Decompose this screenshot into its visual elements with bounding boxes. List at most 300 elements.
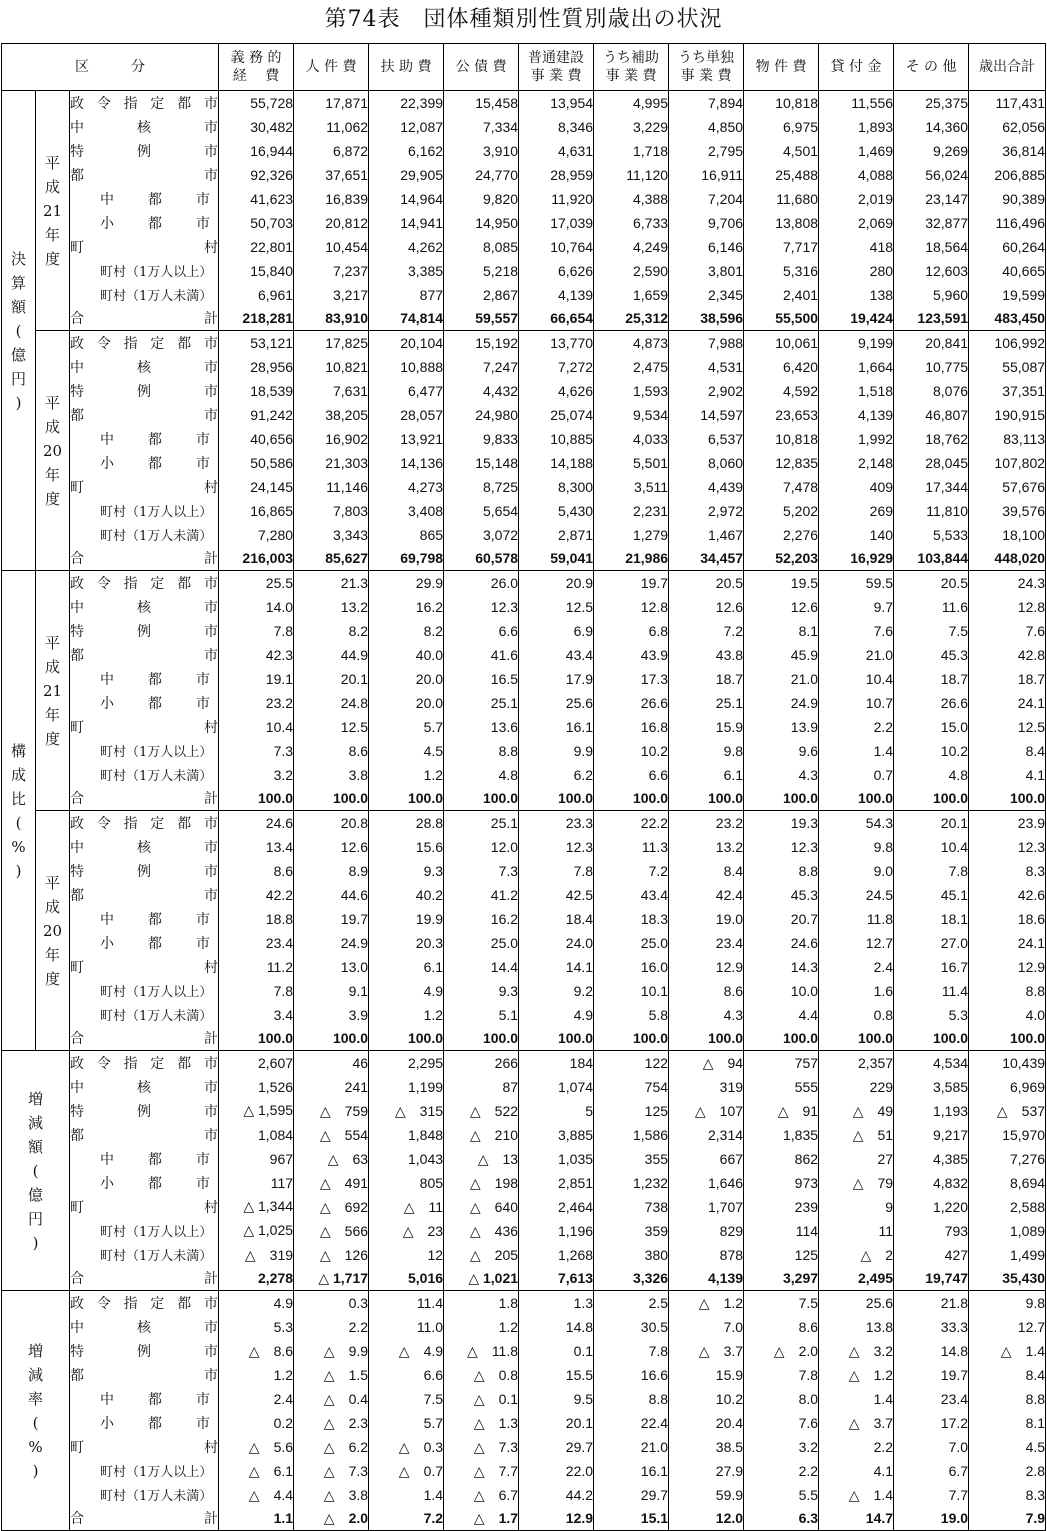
cell-value: 1,646 (669, 1171, 744, 1195)
table-row (2, 595, 1046, 619)
table-row (2, 1123, 1046, 1147)
cell-value: △ 566 (294, 1219, 369, 1243)
row-label: 合計 (70, 1027, 219, 1051)
cell-value: 100.0 (744, 787, 819, 811)
table-row (2, 979, 1046, 1003)
cell-value: 18,539 (219, 379, 294, 403)
cell-value: 100.0 (369, 1027, 444, 1051)
cell-value: 15,458 (444, 91, 519, 115)
cell-value: 667 (669, 1147, 744, 1171)
cell-value: 3,217 (294, 283, 369, 307)
cell-value: 4,249 (594, 235, 669, 259)
total-row (2, 547, 1046, 571)
cell-value: 7,631 (294, 379, 369, 403)
table-row (2, 475, 1046, 499)
cell-value: 2,851 (519, 1171, 594, 1195)
cell-value: 12,087 (369, 115, 444, 139)
cell-value: 9,269 (894, 139, 969, 163)
cell-value: 7,988 (669, 331, 744, 355)
cell-value: 19,424 (819, 307, 894, 331)
cell-value: 14.0 (219, 595, 294, 619)
cell-value: 123,591 (894, 307, 969, 331)
cell-value: 2,278 (219, 1267, 294, 1291)
cell-value: 2.4 (219, 1387, 294, 1411)
row-label: 町村 (70, 1435, 219, 1459)
cell-value: 14.8 (519, 1315, 594, 1339)
cell-value: △ 1.5 (294, 1363, 369, 1387)
cell-value: 3.2 (219, 763, 294, 787)
cell-value: 7.8 (594, 1339, 669, 1363)
cell-value: 12.6 (744, 595, 819, 619)
cell-value: 8.8 (744, 859, 819, 883)
cell-value: △ 3.2 (819, 1339, 894, 1363)
cell-value: 10,061 (744, 331, 819, 355)
cell-value: 7,247 (444, 355, 519, 379)
row-label: 小都市 (70, 451, 219, 475)
cell-value: 25.6 (519, 691, 594, 715)
cell-value: 100.0 (519, 787, 594, 811)
cell-value: △ 491 (294, 1171, 369, 1195)
cell-value: 1,518 (819, 379, 894, 403)
cell-value: 100.0 (594, 787, 669, 811)
cell-value: 11.3 (594, 835, 669, 859)
row-label: 中核市 (70, 115, 219, 139)
cell-value: 100.0 (819, 1027, 894, 1051)
cell-value: 100.0 (969, 1027, 1046, 1051)
cell-value: 4.9 (519, 1003, 594, 1027)
table-row (2, 1099, 1046, 1123)
cell-value: 14,136 (369, 451, 444, 475)
cell-value: 39,576 (969, 499, 1046, 523)
cell-value: 19.0 (669, 907, 744, 931)
cell-value: 483,450 (969, 307, 1046, 331)
cell-value: 1,707 (669, 1195, 744, 1219)
row-label: 町村（1万人以上） (70, 1219, 219, 1243)
cell-value: 4,388 (594, 187, 669, 211)
cell-value: 29,905 (369, 163, 444, 187)
cell-value: 20.8 (294, 811, 369, 835)
cell-value: 6.6 (369, 1363, 444, 1387)
cell-value: 100.0 (369, 787, 444, 811)
cell-value: 27 (819, 1147, 894, 1171)
cell-value: 19.1 (219, 667, 294, 691)
cell-value: 9.5 (519, 1387, 594, 1411)
cell-value: 20.1 (894, 811, 969, 835)
cell-value: 13,921 (369, 427, 444, 451)
header-col: 扶 助 費 (369, 44, 444, 91)
row-label: 特例市 (70, 379, 219, 403)
cell-value: 24.6 (219, 811, 294, 835)
cell-value: 22.0 (519, 1459, 594, 1483)
cell-value: 17,825 (294, 331, 369, 355)
cell-value: △ 6.2 (294, 1435, 369, 1459)
cell-value: 59,557 (444, 307, 519, 331)
row-label: 政令指定都市 (70, 1291, 219, 1315)
cell-value: 100.0 (219, 1027, 294, 1051)
cell-value: 5 (519, 1099, 594, 1123)
cell-value: 85,627 (294, 547, 369, 571)
cell-value: 3,072 (444, 523, 519, 547)
cell-value: 206,885 (969, 163, 1046, 187)
cell-value: 28.8 (369, 811, 444, 835)
year-label: 平 成 21 年 度 (36, 571, 70, 811)
total-row (2, 1507, 1046, 1531)
cell-value: 0.7 (819, 763, 894, 787)
cell-value: 10,454 (294, 235, 369, 259)
row-label: 中都市 (70, 1387, 219, 1411)
cell-value: 15,970 (969, 1123, 1046, 1147)
total-row (2, 1027, 1046, 1051)
cell-value: 2,795 (669, 139, 744, 163)
cell-value: 9 (819, 1195, 894, 1219)
cell-value: 10.0 (744, 979, 819, 1003)
cell-value: 117 (219, 1171, 294, 1195)
cell-value: 14.3 (744, 955, 819, 979)
cell-value: 100.0 (444, 787, 519, 811)
cell-value: 3,326 (594, 1267, 669, 1291)
cell-value: 100.0 (444, 1027, 519, 1051)
cell-value: 11,146 (294, 475, 369, 499)
cell-value: 1.2 (369, 1003, 444, 1027)
cell-value: 91,242 (219, 403, 294, 427)
header-col: そ の 他 (894, 44, 969, 91)
cell-value: 17.9 (519, 667, 594, 691)
cell-value: 12.8 (594, 595, 669, 619)
table-body (2, 91, 1046, 1531)
table-row (2, 451, 1046, 475)
cell-value: 4.1 (819, 1459, 894, 1483)
cell-value: 45.3 (744, 883, 819, 907)
cell-value: 16.5 (444, 667, 519, 691)
cell-value: 2,276 (744, 523, 819, 547)
cell-value: 17,344 (894, 475, 969, 499)
cell-value: 59,041 (519, 547, 594, 571)
cell-value: △ 6.1 (219, 1459, 294, 1483)
cell-value: 7.2 (369, 1507, 444, 1531)
cell-value: 1,659 (594, 283, 669, 307)
cell-value: 10,818 (744, 427, 819, 451)
cell-value: 9,217 (894, 1123, 969, 1147)
cell-value: 8,725 (444, 475, 519, 499)
cell-value: 42.2 (219, 883, 294, 907)
cell-value: 23.2 (669, 811, 744, 835)
cell-value: 117,431 (969, 91, 1046, 115)
cell-value: 1,232 (594, 1171, 669, 1195)
cell-value: 57,676 (969, 475, 1046, 499)
cell-value: 6.1 (369, 955, 444, 979)
cell-value: 269 (819, 499, 894, 523)
cell-value: 24,145 (219, 475, 294, 499)
cell-value: 100.0 (744, 1027, 819, 1051)
cell-value: 60,578 (444, 547, 519, 571)
cell-value: 24.9 (744, 691, 819, 715)
cell-value: 2,069 (819, 211, 894, 235)
cell-value: 6.7 (894, 1459, 969, 1483)
cell-value: 59.9 (669, 1483, 744, 1507)
table-row (2, 427, 1046, 451)
cell-value: 37,351 (969, 379, 1046, 403)
cell-value: 2,588 (969, 1195, 1046, 1219)
cell-value: 14,964 (369, 187, 444, 211)
cell-value: 12.3 (969, 835, 1046, 859)
table-row (2, 955, 1046, 979)
table-row (2, 1387, 1046, 1411)
cell-value: 2,867 (444, 283, 519, 307)
header-row (2, 44, 1046, 91)
cell-value: 10,818 (744, 91, 819, 115)
cell-value: 6.8 (594, 619, 669, 643)
cell-value: 6,969 (969, 1075, 1046, 1099)
cell-value: 5,016 (369, 1267, 444, 1291)
row-label: 中都市 (70, 907, 219, 931)
cell-value: 15,148 (444, 451, 519, 475)
row-label: 合計 (70, 1267, 219, 1291)
cell-value: 14.1 (519, 955, 594, 979)
cell-value: 7.6 (969, 619, 1046, 643)
cell-value: 6,872 (294, 139, 369, 163)
cell-value: 4,432 (444, 379, 519, 403)
cell-value: 1,835 (744, 1123, 819, 1147)
cell-value: 7.3 (444, 859, 519, 883)
row-label: 町村（1万人未満） (70, 283, 219, 307)
header-col: 貸 付 金 (819, 44, 894, 91)
table-row (2, 187, 1046, 211)
page-title: 第74表 団体種類別性質別歳出の状況 (324, 7, 723, 32)
cell-value: △ 640 (444, 1195, 519, 1219)
cell-value: 0.8 (819, 1003, 894, 1027)
table-row (2, 619, 1046, 643)
table-row (2, 355, 1046, 379)
cell-value: 7.8 (219, 979, 294, 1003)
cell-value: 20,104 (369, 331, 444, 355)
cell-value: 22,801 (219, 235, 294, 259)
cell-value: 3.2 (744, 1435, 819, 1459)
cell-value: 24.1 (969, 691, 1046, 715)
cell-value: 4,501 (744, 139, 819, 163)
cell-value: 8.8 (594, 1387, 669, 1411)
cell-value: 3.4 (219, 1003, 294, 1027)
cell-value: 8,060 (669, 451, 744, 475)
row-label: 町村（1万人未満） (70, 763, 219, 787)
cell-value: 4,534 (894, 1051, 969, 1075)
cell-value: 7.8 (219, 619, 294, 643)
cell-value: 1,220 (894, 1195, 969, 1219)
cell-value: 10.4 (894, 835, 969, 859)
cell-value: 8.6 (669, 979, 744, 1003)
cell-value: 20.1 (294, 667, 369, 691)
cell-value: 103,844 (894, 547, 969, 571)
cell-value: 28,959 (519, 163, 594, 187)
cell-value: 2,590 (594, 259, 669, 283)
cell-value: 14,950 (444, 211, 519, 235)
cell-value: 41.2 (444, 883, 519, 907)
cell-value: 35,430 (969, 1267, 1046, 1291)
cell-value: △ 1,025 (219, 1219, 294, 1243)
row-label: 町村（1万人未満） (70, 1243, 219, 1267)
total-row (2, 787, 1046, 811)
year-label: 平 成 21 年 度 (36, 91, 70, 331)
cell-value: 5.7 (369, 715, 444, 739)
cell-value: 8.4 (669, 859, 744, 883)
cell-value: 25,312 (594, 307, 669, 331)
cell-value: 20.5 (669, 571, 744, 595)
cell-value: 3,385 (369, 259, 444, 283)
cell-value: 4,995 (594, 91, 669, 115)
cell-value: 22.2 (594, 811, 669, 835)
cell-value: 9,833 (444, 427, 519, 451)
cell-value: △ 2.3 (294, 1411, 369, 1435)
cell-value: 1,074 (519, 1075, 594, 1099)
cell-value: 24.9 (294, 931, 369, 955)
cell-value: 4,139 (519, 283, 594, 307)
table-row (2, 1243, 1046, 1267)
cell-value: 1,469 (819, 139, 894, 163)
cell-value: △ 94 (669, 1051, 744, 1075)
cell-value: 16,865 (219, 499, 294, 523)
cell-value: 20,812 (294, 211, 369, 235)
cell-value: 6.3 (744, 1507, 819, 1531)
cell-value: △ 9.9 (294, 1339, 369, 1363)
table-row (2, 235, 1046, 259)
cell-value: 1,664 (819, 355, 894, 379)
cell-value: 865 (369, 523, 444, 547)
cell-value: 7,334 (444, 115, 519, 139)
cell-value: 1,035 (519, 1147, 594, 1171)
cell-value: 3,585 (894, 1075, 969, 1099)
cell-value: 1,992 (819, 427, 894, 451)
cell-value: 29.7 (594, 1483, 669, 1507)
cell-value: 4,139 (819, 403, 894, 427)
cell-value: 1,499 (969, 1243, 1046, 1267)
cell-value: 46,807 (894, 403, 969, 427)
table-row (2, 571, 1046, 595)
cell-value: 359 (594, 1219, 669, 1243)
table-row (2, 163, 1046, 187)
section-label: 決 算 額 ( 億 円 ) (2, 91, 36, 571)
row-label: 特例市 (70, 619, 219, 643)
table-row (2, 1003, 1046, 1027)
cell-value: 1,279 (594, 523, 669, 547)
cell-value: 45.1 (894, 883, 969, 907)
row-label: 特例市 (70, 1339, 219, 1363)
row-label: 中都市 (70, 427, 219, 451)
row-label: 町村（1万人未満） (70, 1003, 219, 1027)
cell-value: △ 1.2 (819, 1363, 894, 1387)
row-label: 町村 (70, 1195, 219, 1219)
cell-value: 319 (669, 1075, 744, 1099)
cell-value: 4,262 (369, 235, 444, 259)
cell-value: 10,439 (969, 1051, 1046, 1075)
cell-value: 1.1 (219, 1507, 294, 1531)
cell-value: 6,420 (744, 355, 819, 379)
cell-value: 5,501 (594, 451, 669, 475)
cell-value: 25.0 (444, 931, 519, 955)
table-row (2, 1219, 1046, 1243)
cell-value: 100.0 (669, 787, 744, 811)
cell-value: 5,960 (894, 283, 969, 307)
row-label: 特例市 (70, 1099, 219, 1123)
cell-value: 4.9 (219, 1291, 294, 1315)
cell-value: 100.0 (894, 1027, 969, 1051)
cell-value: 973 (744, 1171, 819, 1195)
cell-value: 43.4 (519, 643, 594, 667)
cell-value: 23.3 (519, 811, 594, 835)
header-col: 歳出合計 (969, 44, 1046, 91)
cell-value: 3,801 (669, 259, 744, 283)
year-label: 平 成 20 年 度 (36, 331, 70, 571)
cell-value: 1,526 (219, 1075, 294, 1099)
cell-value: 27.0 (894, 931, 969, 955)
cell-value: 12.5 (969, 715, 1046, 739)
cell-value: 380 (594, 1243, 669, 1267)
cell-value: 16.8 (594, 715, 669, 739)
cell-value: 4,088 (819, 163, 894, 187)
cell-value: 25,074 (519, 403, 594, 427)
cell-value: △ 13 (444, 1147, 519, 1171)
cell-value: 5.1 (444, 1003, 519, 1027)
row-label: 中核市 (70, 1315, 219, 1339)
row-label: 合計 (70, 547, 219, 571)
cell-value: 44.6 (294, 883, 369, 907)
cell-value: 5.8 (594, 1003, 669, 1027)
cell-value: 8,694 (969, 1171, 1046, 1195)
cell-value: 14.4 (444, 955, 519, 979)
row-label: 中核市 (70, 1075, 219, 1099)
cell-value: △ 2 (819, 1243, 894, 1267)
cell-value: 17,871 (294, 91, 369, 115)
table-row (2, 1171, 1046, 1195)
cell-value: 26.6 (594, 691, 669, 715)
cell-value: 4,439 (669, 475, 744, 499)
cell-value: 69,798 (369, 547, 444, 571)
cell-value: 5,533 (894, 523, 969, 547)
cell-value: 3,343 (294, 523, 369, 547)
cell-value: 107,802 (969, 451, 1046, 475)
cell-value: 9.1 (294, 979, 369, 1003)
cell-value: 11.4 (369, 1291, 444, 1315)
cell-value: 12.0 (444, 835, 519, 859)
cell-value: 16.7 (894, 955, 969, 979)
row-label: 町村（1万人未満） (70, 523, 219, 547)
cell-value: 25.0 (594, 931, 669, 955)
table-row (2, 907, 1046, 931)
cell-value: 59.5 (819, 571, 894, 595)
cell-value: 19.9 (369, 907, 444, 931)
cell-value: 45.3 (894, 643, 969, 667)
cell-value: 184 (519, 1051, 594, 1075)
row-label: 政令指定都市 (70, 91, 219, 115)
cell-value: 3,297 (744, 1267, 819, 1291)
cell-value: 4,385 (894, 1147, 969, 1171)
cell-value: 1.2 (369, 763, 444, 787)
table-row (2, 835, 1046, 859)
cell-value: 8.1 (969, 1411, 1046, 1435)
cell-value: 1,586 (594, 1123, 669, 1147)
cell-value: 12.5 (294, 715, 369, 739)
cell-value: 829 (669, 1219, 744, 1243)
cell-value: 90,389 (969, 187, 1046, 211)
cell-value: 125 (594, 1099, 669, 1123)
row-label: 都市 (70, 883, 219, 907)
cell-value: 5.3 (219, 1315, 294, 1339)
cell-value: 4.1 (969, 763, 1046, 787)
cell-value: 1,043 (369, 1147, 444, 1171)
cell-value: 52,203 (744, 547, 819, 571)
total-row (2, 307, 1046, 331)
cell-value: 11,920 (519, 187, 594, 211)
cell-value: 10.2 (594, 739, 669, 763)
cell-value: 5,218 (444, 259, 519, 283)
